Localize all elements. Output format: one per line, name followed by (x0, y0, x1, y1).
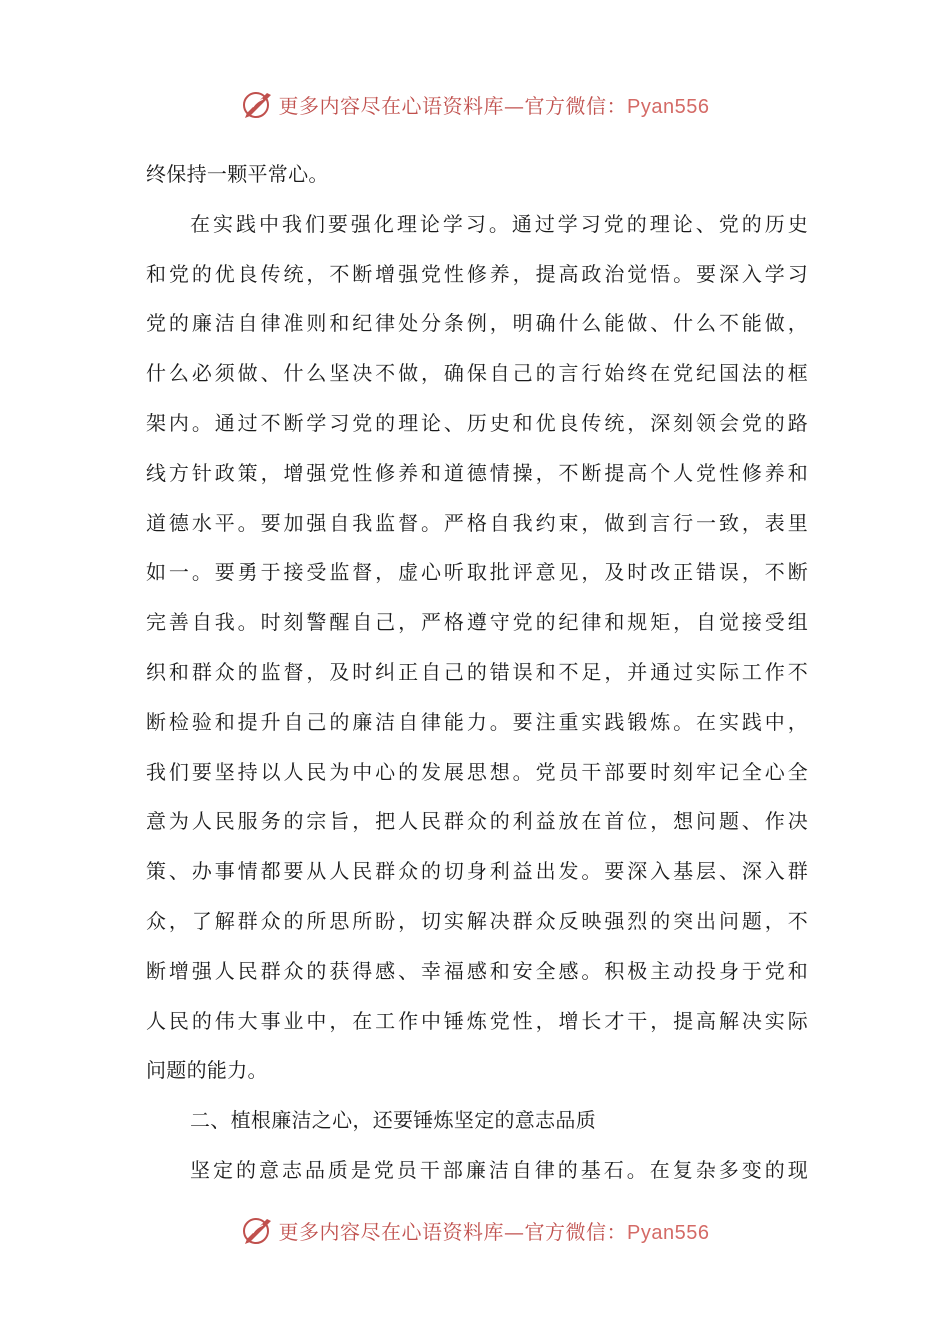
text-line: 断增强人民群众的获得感、幸福感和安全感。积极主动投身于党和 (146, 958, 808, 983)
text-line: 坚定的意志品质是党员干部廉洁自律的基石。在复杂多变的现 (190, 1157, 808, 1182)
text-line: 在实践中我们要强化理论学习。通过学习党的理论、党的历史 (190, 211, 808, 236)
banner-wechat-id: Pyan556 (627, 95, 710, 118)
text-line: 党的廉洁自律准则和纪律处分条例，明确什么能做、什么不能做， (146, 311, 808, 336)
footer-banner (0, 1210, 950, 1250)
text-line: 终保持一颗平常心。 (146, 162, 329, 186)
text-line: 线方针政策，增强党性修养和道德情操，不断提高个人党性修养和 (146, 460, 808, 485)
document-body (146, 150, 808, 1196)
banner-text-cn: 更多内容尽在心语资料库—官方微信： (278, 93, 628, 118)
text-line: 众，了解群众的所思所盼，切实解决群众反映强烈的突出问题，不 (146, 908, 808, 933)
banner-wechat-id: Pyan556 (627, 1221, 710, 1244)
text-line: 架内。通过不断学习党的理论、历史和优良传统，深刻领会党的路 (146, 410, 808, 435)
banner-text (279, 90, 710, 119)
text-line: 断检验和提升自己的廉洁自律能力。要注重实践锻炼。在实践中， (146, 709, 808, 734)
text-line: 问题的能力。 (146, 1058, 268, 1083)
text-line: 和党的优良传统，不断增强党性修养，提高政治觉悟。要深入学习 (146, 261, 808, 286)
text-line: 如一。要勇于接受监督，虚心听取批评意见，及时改正错误，不断 (146, 560, 808, 585)
header-banner (0, 84, 950, 124)
text-line: 我们要坚持以人民为中心的发展思想。党员干部要时刻牢记全心全 (146, 759, 808, 784)
text-line: 完善自我。时刻警醒自己，严格遵守党的纪律和规矩，自觉接受组 (146, 610, 808, 635)
pen-logo-icon (241, 1213, 275, 1247)
pen-logo-icon (241, 87, 275, 121)
banner-text-cn: 更多内容尽在心语资料库—官方微信： (278, 1219, 628, 1244)
banner-text (279, 1216, 710, 1245)
text-line: 什么必须做、什么坚决不做，确保自己的言行始终在党纪国法的框 (146, 361, 808, 386)
text-line: 人民的伟大事业中，在工作中锤炼党性，增长才干，提高解决实际 (146, 1008, 808, 1033)
text-line: 意为人民服务的宗旨，把人民群众的利益放在首位，想问题、作决 (146, 809, 808, 834)
text-line: 策、办事情都要从人民群众的切身利益出发。要深入基层、深入群 (146, 859, 808, 884)
text-line: 织和群众的监督，及时纠正自己的错误和不足，并通过实际工作不 (146, 659, 808, 684)
text-line: 道德水平。要加强自我监督。严格自我约束，做到言行一致，表里 (146, 510, 808, 535)
section-heading: 二、植根廉洁之心，还要锤炼坚定的意志品质 (190, 1108, 596, 1133)
